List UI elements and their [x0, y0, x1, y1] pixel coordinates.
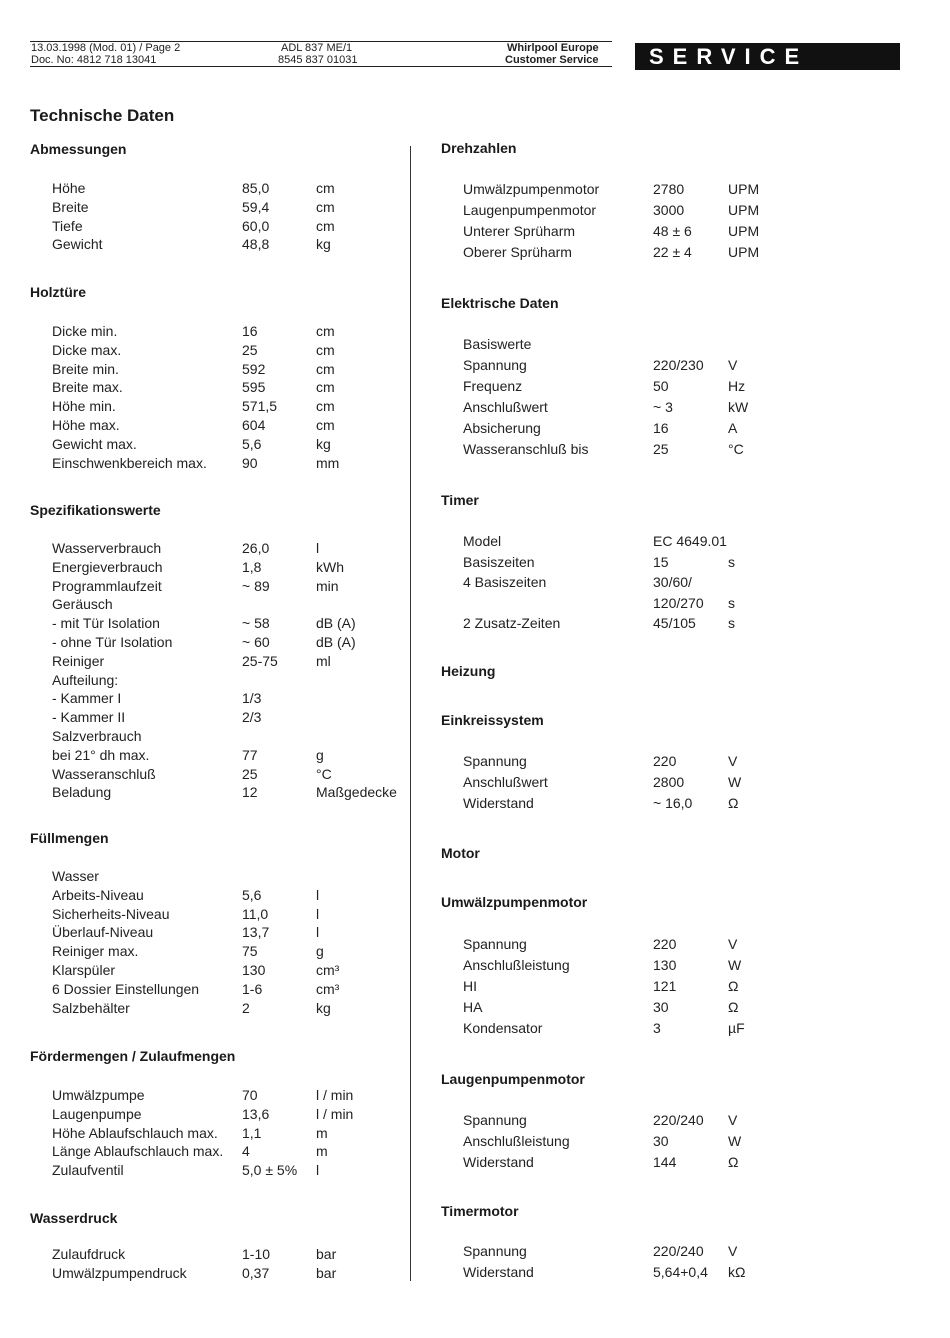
header-dept: Customer Service	[505, 54, 599, 66]
spec-unit: kW	[728, 399, 749, 415]
service-badge: SERVICE	[635, 43, 900, 70]
spec-label: Anschlußleistung	[463, 1133, 570, 1149]
spec-label: Geräusch	[52, 596, 113, 613]
spec-value: 144	[653, 1154, 677, 1170]
spec-label: Spannung	[463, 1243, 527, 1259]
spec-unit: °C	[316, 765, 332, 782]
spec-label: Höhe Ablaufschlauch max.	[52, 1124, 218, 1141]
spec-unit: cm	[316, 341, 335, 358]
spec-label: Einschwenkbereich max.	[52, 454, 207, 471]
spec-value: 1/3	[242, 690, 262, 707]
spec-value: 571,5	[242, 398, 278, 415]
spec-value: 2/3	[242, 709, 262, 726]
spec-label: Widerstand	[463, 795, 534, 811]
spec-unit: UPM	[728, 202, 760, 218]
spec-label: Laugenpumpe	[52, 1105, 142, 1122]
spec-unit: l	[316, 924, 320, 941]
spec-unit: m	[316, 1124, 328, 1141]
spec-unit: W	[728, 774, 742, 790]
spec-value: 77	[242, 746, 258, 763]
spec-value: 121	[653, 978, 677, 994]
spec-unit: W	[728, 957, 742, 973]
spec-value: 120/270	[653, 594, 704, 611]
spec-value: 30	[653, 999, 669, 1015]
spec-unit: V	[728, 753, 738, 769]
spec-value: 25	[242, 765, 258, 782]
header-model-no: 8545 837 01031	[278, 54, 358, 66]
spec-value: EC 4649.01	[653, 533, 727, 549]
spec-value: 130	[242, 962, 266, 978]
section-title: Einkreissystem	[441, 712, 544, 728]
spec-label: Basiszeiten	[463, 553, 535, 570]
spec-label: Wasserverbrauch	[52, 540, 162, 556]
spec-value: 16	[242, 323, 258, 339]
spec-value: 13,7	[242, 924, 270, 941]
spec-value: 5,6	[242, 435, 262, 452]
spec-value: 48 ± 6	[653, 223, 692, 239]
spec-label: Zulaufventil	[52, 1162, 124, 1179]
spec-label: Reiniger max.	[52, 943, 139, 960]
section-title: Spezifikationswerte	[30, 502, 161, 518]
spec-unit: kΩ	[728, 1264, 746, 1280]
spec-unit: cm	[316, 323, 335, 339]
spec-unit: kg	[316, 236, 331, 253]
spec-unit: cm	[316, 180, 335, 196]
spec-value: 70	[242, 1087, 258, 1103]
spec-unit: Ω	[728, 795, 739, 811]
spec-value: ~ 3	[653, 399, 673, 415]
section-title: Wasserdruck	[30, 1210, 118, 1226]
spec-value: 1,1	[242, 1124, 262, 1141]
section-title: Timermotor	[441, 1203, 519, 1219]
spec-value: 220/240	[653, 1112, 704, 1128]
spec-label: 4 Basiszeiten	[463, 574, 547, 590]
spec-unit: l	[316, 905, 320, 922]
section-title: Holztüre	[30, 284, 86, 300]
spec-label: 6 Dossier Einstellungen	[52, 980, 200, 997]
spec-value: 3000	[653, 202, 685, 218]
spec-value: 2	[242, 999, 250, 1016]
spec-unit: UPM	[728, 181, 760, 197]
spec-label: Anschlußwert	[463, 399, 548, 415]
spec-unit: ml	[316, 652, 331, 669]
spec-label: Breite min.	[52, 360, 119, 377]
spec-value: 1-6	[242, 980, 263, 997]
spec-label: Wasser	[52, 868, 99, 884]
spec-unit: mm	[316, 454, 340, 471]
spec-label: Spannung	[463, 1112, 527, 1128]
spec-label: Model	[463, 533, 502, 549]
spec-label: Dicke min.	[52, 323, 118, 339]
spec-label: Wasseranschluß bis	[463, 441, 589, 457]
section-title: Fördermengen / Zulaufmengen	[30, 1048, 236, 1064]
spec-label: Absicherung	[463, 420, 541, 436]
spec-label: Wasseranschluß	[52, 765, 156, 782]
spec-unit: UPM	[728, 244, 760, 260]
spec-value: 16	[653, 420, 669, 436]
spec-label: Oberer Sprüharm	[463, 244, 572, 260]
spec-label: Unterer Sprüharm	[463, 223, 576, 239]
spec-unit: s	[728, 594, 735, 611]
spec-value: 130	[653, 957, 677, 973]
spec-label: Gewicht max.	[52, 435, 137, 452]
spec-value: 90	[242, 454, 258, 471]
spec-label: Widerstand	[463, 1154, 534, 1170]
spec-value: 13,6	[242, 1105, 270, 1122]
spec-value: 2800	[653, 774, 685, 790]
spec-value: 45/105	[653, 615, 696, 631]
spec-value: 220	[653, 936, 677, 952]
spec-value: ~ 16,0	[653, 795, 693, 811]
spec-value: 2780	[653, 181, 685, 197]
spec-label: Länge Ablaufschlauch max.	[52, 1143, 224, 1160]
spec-unit: l	[316, 540, 320, 556]
header-doc-no: Doc. No: 4812 718 13041	[31, 54, 157, 66]
section-title: Abmessungen	[30, 141, 127, 157]
spec-label: Aufteilung:	[52, 671, 119, 688]
header-date-page: 13.03.1998 (Mod. 01) / Page 2	[31, 42, 181, 54]
spec-label: Widerstand	[463, 1264, 534, 1280]
spec-unit: cm	[316, 398, 335, 415]
header-bottom-rule	[30, 66, 612, 67]
spec-value: 11,0	[242, 905, 269, 922]
spec-unit: s	[728, 615, 735, 631]
spec-value: 3	[653, 1020, 661, 1036]
spec-label: Überlauf-Niveau	[52, 924, 154, 941]
spec-value: 592	[242, 360, 266, 377]
spec-value: 15	[653, 553, 669, 570]
section-title: Heizung	[441, 663, 496, 679]
section-title: Elektrische Daten	[441, 295, 559, 311]
spec-unit: V	[728, 936, 738, 952]
spec-label: Salzbehälter	[52, 999, 130, 1016]
spec-value: 48,8	[242, 236, 270, 253]
spec-unit: min	[316, 577, 339, 594]
spec-label: Spannung	[463, 357, 527, 373]
spec-value: 30/60/	[653, 574, 692, 590]
spec-value: 25-75	[242, 652, 278, 669]
spec-unit: W	[728, 1133, 742, 1149]
spec-unit: V	[728, 357, 738, 373]
spec-value: ~ 60	[242, 634, 270, 650]
spec-value: ~ 58	[242, 615, 270, 632]
spec-label: - Kammer II	[52, 709, 126, 726]
spec-label: Zulaufdruck	[52, 1246, 126, 1262]
spec-unit: Ω	[728, 978, 739, 994]
spec-label: Salzverbrauch	[52, 728, 142, 744]
header-company: Whirlpool Europe	[507, 42, 599, 54]
spec-label: Sicherheits-Niveau	[52, 905, 170, 922]
spec-unit: cm	[316, 360, 335, 377]
spec-value: ~ 89	[242, 577, 270, 594]
spec-value: 75	[242, 943, 258, 960]
spec-unit: cm	[316, 217, 335, 234]
spec-unit: g	[316, 746, 324, 763]
spec-value: 12	[242, 784, 258, 801]
spec-label: Klarspüler	[52, 962, 116, 978]
spec-unit: µF	[728, 1020, 745, 1036]
spec-label: Kondensator	[463, 1020, 543, 1036]
spec-unit: bar	[316, 1264, 337, 1281]
spec-value: 1,8	[242, 558, 262, 575]
spec-value: 50	[653, 378, 669, 394]
spec-label: Höhe max.	[52, 417, 120, 433]
page-title: Technische Daten	[30, 106, 175, 125]
header-model: ADL 837 ME/1	[281, 42, 353, 54]
spec-unit: kg	[316, 435, 331, 452]
spec-label: Energieverbrauch	[52, 558, 163, 575]
spec-unit: m	[316, 1143, 328, 1160]
spec-unit: °C	[728, 441, 744, 457]
spec-label: Beladung	[52, 784, 112, 801]
spec-unit: Ω	[728, 1154, 739, 1170]
column-divider	[410, 146, 411, 1281]
spec-unit: Maßgedecke	[316, 784, 397, 801]
spec-unit: cm³	[316, 962, 340, 978]
spec-label: Anschlußwert	[463, 774, 548, 790]
spec-label: Reiniger	[52, 652, 105, 669]
spec-label: 2 Zusatz-Zeiten	[463, 615, 561, 631]
spec-value: 595	[242, 379, 266, 396]
spec-value: 5,64+0,4	[653, 1264, 708, 1280]
spec-unit: Hz	[728, 378, 746, 394]
spec-unit: Ω	[728, 999, 739, 1015]
spec-unit: cm	[316, 379, 335, 396]
section-title: Drehzahlen	[441, 140, 517, 156]
spec-label: Breite	[52, 198, 89, 215]
spec-unit: V	[728, 1243, 738, 1259]
section-title: Timer	[441, 492, 479, 508]
spec-label: - Kammer I	[52, 690, 122, 707]
section-title: Laugenpumpenmotor	[441, 1071, 585, 1087]
spec-value: 5,0 ± 5%	[242, 1162, 298, 1179]
spec-value: 25	[242, 341, 258, 358]
spec-value: 604	[242, 417, 266, 433]
spec-unit: A	[728, 420, 738, 436]
spec-label: Arbeits-Niveau	[52, 886, 144, 903]
spec-label: Basiswerte	[463, 336, 532, 352]
spec-unit: l	[316, 1162, 320, 1179]
spec-label: Anschlußleistung	[463, 957, 570, 973]
section-title: Motor	[441, 845, 480, 861]
spec-label: Umwälzpumpenmotor	[463, 181, 600, 197]
spec-value: 22 ± 4	[653, 244, 692, 260]
spec-value: 60,0	[242, 217, 270, 234]
spec-unit: l / min	[316, 1087, 354, 1103]
spec-value: 59,4	[242, 198, 270, 215]
spec-label: Gewicht	[52, 236, 103, 253]
spec-value: 1-10	[242, 1246, 271, 1262]
spec-label: - ohne Tür Isolation	[52, 634, 173, 650]
spec-unit: UPM	[728, 223, 760, 239]
spec-unit: cm	[316, 198, 335, 215]
spec-label: Spannung	[463, 936, 527, 952]
spec-value: 220/240	[653, 1243, 704, 1259]
spec-unit: kWh	[316, 558, 344, 575]
spec-label: HA	[463, 999, 483, 1015]
spec-label: HI	[463, 978, 477, 994]
spec-unit: cm	[316, 417, 335, 433]
spec-unit: dB (A)	[316, 615, 356, 632]
spec-unit: s	[728, 553, 735, 570]
spec-value: 0,37	[242, 1264, 270, 1281]
spec-label: Dicke max.	[52, 341, 122, 358]
spec-value: 220/230	[653, 357, 704, 373]
spec-unit: dB (A)	[316, 634, 356, 650]
spec-label: Höhe	[52, 180, 86, 196]
spec-unit: g	[316, 943, 324, 960]
spec-value: 220	[653, 753, 677, 769]
spec-value: 30	[653, 1133, 669, 1149]
spec-label: bei 21° dh max.	[52, 746, 150, 763]
spec-label: Umwälzpumpendruck	[52, 1264, 187, 1281]
spec-label: Laugenpumpenmotor	[463, 202, 597, 218]
spec-label: - mit Tür Isolation	[52, 615, 160, 632]
section-title: Umwälzpumpenmotor	[441, 894, 588, 910]
spec-unit: cm³	[316, 980, 340, 997]
spec-label: Spannung	[463, 753, 527, 769]
spec-label: Tiefe	[52, 217, 83, 234]
spec-unit: l	[316, 886, 320, 903]
spec-unit: V	[728, 1112, 738, 1128]
spec-value: 85,0	[242, 180, 270, 196]
spec-unit: kg	[316, 999, 331, 1016]
spec-value: 5,6	[242, 886, 262, 903]
spec-value: 4	[242, 1143, 250, 1160]
spec-unit: bar	[316, 1246, 337, 1262]
spec-label: Höhe min.	[52, 398, 116, 415]
spec-value: 25	[653, 441, 669, 457]
section-title: Füllmengen	[30, 830, 109, 846]
spec-label: Breite max.	[52, 379, 123, 396]
spec-value: 26,0	[242, 540, 270, 556]
spec-unit: l / min	[316, 1105, 354, 1122]
spec-label: Frequenz	[463, 378, 523, 394]
spec-label: Umwälzpumpe	[52, 1087, 145, 1103]
spec-label: Programmlaufzeit	[52, 577, 162, 594]
